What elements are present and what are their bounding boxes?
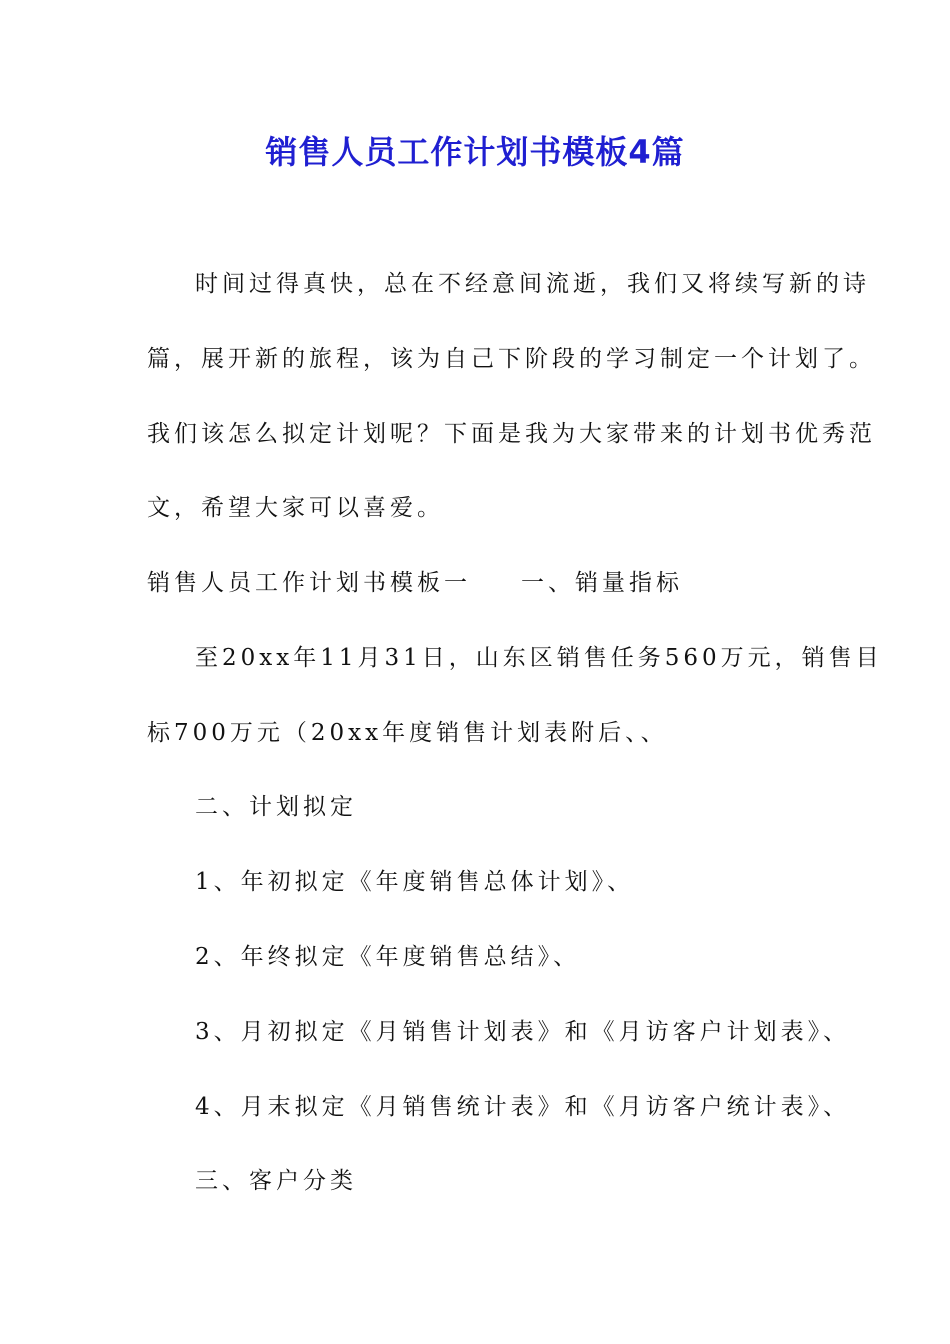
section-heading-row <box>147 566 807 600</box>
plan-item-2: 2、年终拟定《年度销售总结》、 <box>195 944 581 970</box>
plan-heading: 二、计划拟定 <box>195 794 357 820</box>
section-heading: 销售人员工作计划书模板一 <box>147 570 471 596</box>
customer-heading: 三、客户分类 <box>195 1168 357 1194</box>
intro-line-2: 篇，展开新的旅程，该为自己下阶段的学习制定一个计划了。 <box>147 346 876 372</box>
plan-item-3: 3、月初拟定《月销售计划表》和《月访客户计划表》、 <box>195 1019 851 1045</box>
body-line-1: 至20xx年11月31日，山东区销售任务560万元，销售目 <box>195 645 883 671</box>
intro-line-1: 时间过得真快，总在不经意间流逝，我们又将续写新的诗 <box>195 271 870 297</box>
plan-item-1: 1、年初拟定《年度销售总体计划》、 <box>195 869 635 895</box>
intro-line-4: 文，希望大家可以喜爱。 <box>147 495 444 521</box>
document-title: 销售人员工作计划书模板4篇 <box>265 133 685 171</box>
body-line-2: 标700万元（20xx年度销售计划表附后、、 <box>147 720 668 746</box>
intro-line-3: 我们该怎么拟定计划呢？下面是我为大家带来的计划书优秀范 <box>147 421 876 447</box>
section-subheading: 一、销量指标 <box>521 570 683 596</box>
plan-item-4: 4、月末拟定《月销售统计表》和《月访客户统计表》、 <box>195 1094 851 1120</box>
